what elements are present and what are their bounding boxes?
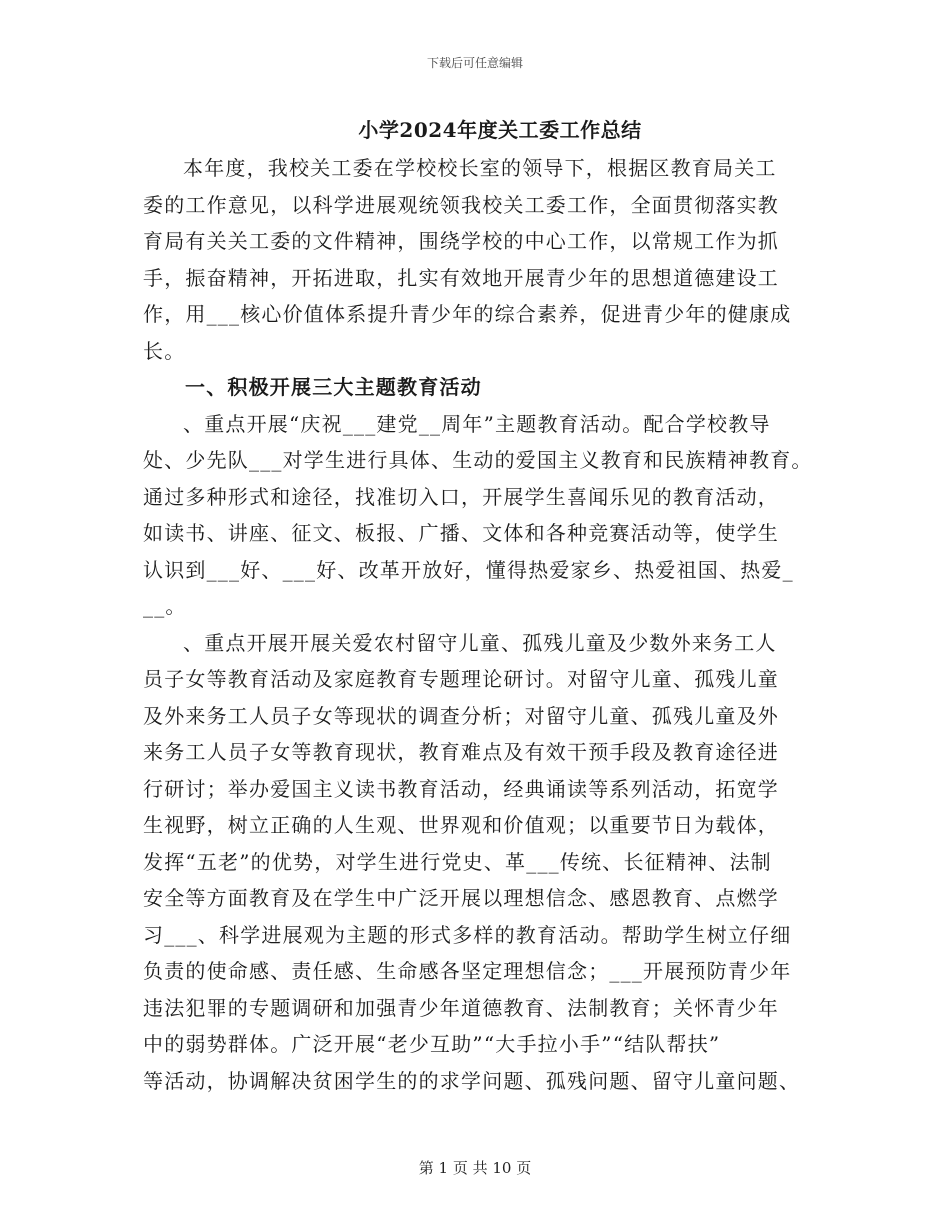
body-line: 如读书、讲座、征文、板报、广播、文体和各种竞赛活动等，使学生	[143, 521, 779, 545]
body-line: 长。	[143, 338, 186, 363]
body-line: 习___、科学进展观为主题的形式多样的教育活动。帮助学生树立仔细	[143, 922, 792, 947]
body-line: 负责的使命感、责任感、生命感各坚定理想信念；___开展预防青少年	[143, 959, 792, 983]
body-line: 生视野，树立正确的人生观、世界观和价值观；以重要节日为载体，	[143, 813, 779, 837]
body-line: 认识到___好、___好、改革开放好，懂得热爱家乡、热爱祖国、热爱_	[143, 557, 794, 582]
body-line: 安全等方面教育及在学生中广泛开展以理想信念、感恩教育、点燃学	[143, 886, 779, 910]
body-line: 育局有关关工委的文件精神，围绕学校的中心工作，以常规工作为抓	[143, 229, 779, 253]
body-line: 作，用___核心价值体系提升青少年的综合素养，促进青少年的健康成	[143, 302, 792, 326]
body-line: 等活动，协调解决贫困学生的的求学问题、孤残问题、留守儿童问题、	[143, 1068, 801, 1093]
body-line: 本年度，我校关工委在学校校长室的领导下，根据区教育局关工	[183, 156, 777, 180]
document-body	[143, 150, 823, 1099]
body-line: 行研讨；举办爱国主义读书教育活动，经典诵读等系列活动，拓宽学	[143, 776, 779, 801]
body-line: 发挥“五老”的优势，对学生进行党史、革___传统、长征精神、法制	[143, 849, 772, 874]
body-line: 员子女等教育活动及家庭教育专题理论研讨。对留守儿童、孤残儿童	[143, 667, 779, 691]
body-line: __。	[143, 594, 187, 618]
page-footer: 第 1 页 共 10 页	[418, 1159, 532, 1177]
body-line: 及外来务工人员子女等现状的调查分析；对留守儿童、孤残儿童及外	[143, 703, 779, 728]
body-line: 违法犯罪的专题调研和加强青少年道德教育、法制教育；关怀青少年	[143, 995, 779, 1020]
body-line: 中的弱势群体。广泛开展“老少互助”“大手拉小手”“结队帮扶”	[143, 1032, 721, 1056]
body-line: 来务工人员子女等教育现状，教育难点及有效干预手段及教育途径进	[143, 740, 779, 764]
body-line: 手，振奋精神，开拓进取，扎实有效地开展青少年的思想道德建设工	[143, 265, 779, 290]
body-line: 委的工作意见，以科学进展观统领我校关工委工作，全面贯彻落实教	[143, 192, 779, 217]
body-line: 、重点开展开展关爱农村留守儿童、孤残儿童及少数外来务工人	[183, 630, 777, 655]
body-line: 、重点开展“庆祝___建党__周年”主题教育活动。配合学校教导	[183, 411, 771, 436]
document-title: 小学2024年度关工委工作总结	[358, 118, 642, 142]
body-line: 处、少先队___对学生进行具体、生动的爱国主义教育和民族精神教育。	[143, 448, 813, 472]
header-note: 下载后可任意编辑	[426, 56, 523, 70]
section-heading: 一、积极开展三大主题教育活动	[185, 375, 482, 399]
body-line: 通过多种形式和途径，找准切入口，开展学生喜闻乐见的教育活动，	[143, 484, 779, 509]
